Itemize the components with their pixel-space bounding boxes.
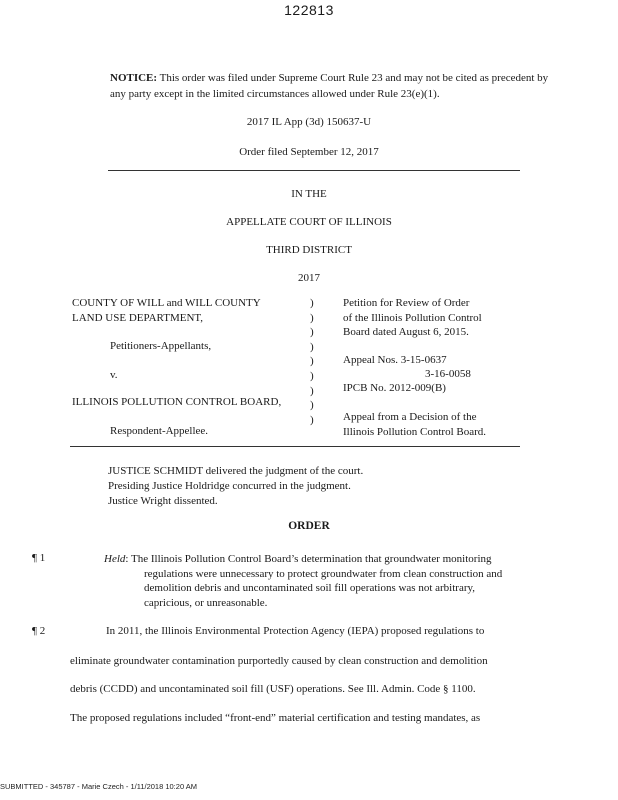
party1-role: Petitioners-Appellants,	[110, 340, 212, 352]
justice-line3: Justice Wright dissented.	[108, 495, 218, 507]
document-stamp-number: 122813	[284, 2, 334, 18]
paragraph-2-line2: eliminate groundwater contamination purportedly caused by clean construction and demolition	[70, 655, 488, 667]
top-divider	[108, 170, 520, 171]
caption-right	[343, 296, 482, 340]
held-line4: capricious, or unreasonable.	[144, 596, 268, 609]
ipcb-number: IPCB No. 2012-009(B)	[343, 382, 446, 394]
justices-block	[108, 464, 363, 509]
held-line1	[104, 552, 544, 567]
held-line2: regulations were unnecessary to protect groundwater from clean construction and	[144, 567, 503, 580]
paragraph-2-line4: The proposed regulations included “front-end” material certification and testing mandates, as	[70, 712, 481, 724]
party1-line1: COUNTY OF WILL and WILL COUNTY	[72, 297, 261, 309]
paragraph-mark-2: ¶ 2	[32, 625, 46, 637]
paragraph-2-line3: debris (CCDD) and uncontaminated soil fill (USF) operations. See Ill. Admin. Code § 1100.	[70, 683, 476, 695]
appeal-from	[343, 410, 486, 439]
held-label: Held	[104, 553, 126, 565]
district: THIRD DISTRICT	[266, 244, 352, 256]
held-text-line1: : The Illinois Pollution Control Board’s determination that groundwater monitoring	[125, 553, 492, 565]
petition-line3: Board dated August 6, 2015.	[343, 326, 469, 339]
citation: 2017 IL App (3d) 150637-U	[246, 116, 372, 128]
appeal-from-line2: Illinois Pollution Control Board.	[343, 425, 487, 438]
justice-line2: Presiding Justice Holdridge concurred in the judgment.	[108, 480, 351, 492]
year: 2017	[298, 272, 320, 284]
held-line3: demolition debris and uncontaminated soil fill operations was not arbitrary,	[144, 582, 476, 595]
filed-date: Order filed September 12, 2017	[239, 146, 379, 158]
caption-left	[72, 296, 261, 325]
party1-line2: LAND USE DEPARTMENT,	[72, 311, 204, 324]
order-heading: ORDER	[288, 520, 330, 532]
petition-line1: Petition for Review of Order	[343, 297, 470, 309]
appeal-number-second: 3-16-0058	[425, 368, 471, 380]
party2-role: Respondent-Appellee.	[110, 425, 209, 437]
versus: v.	[110, 369, 118, 381]
caption-parentheses: ) ) ) ) ) ) ) ) )	[310, 297, 314, 426]
held-block	[104, 552, 544, 610]
caption-divider	[70, 446, 520, 447]
notice-block	[110, 70, 550, 102]
justice-line1: JUSTICE SCHMIDT delivered the judgment of the court.	[108, 465, 364, 477]
notice-label: NOTICE:	[110, 72, 158, 84]
paragraph-mark-1: ¶ 1	[32, 552, 46, 564]
appeal-from-line1: Appeal from a Decision of the	[343, 411, 477, 423]
appeal-numbers: Appeal Nos. 3-15-0637	[343, 354, 447, 366]
notice-text: This order was filed under Supreme Court Rule 23 and may not be cited as precedent by any party except in the limited circumstances allowed under Rule 23(e)(1).	[110, 72, 549, 100]
paragraph-2-line1: In 2011, the Illinois Environmental Protection Agency (IEPA) proposed regulations to	[106, 625, 485, 637]
petition-line2: of the Illinois Pollution Control	[343, 311, 482, 324]
submission-footer: SUBMITTED - 345787 - Marie Czech - 1/11/2018 10:20 AM	[0, 782, 198, 791]
party2: ILLINOIS POLLUTION CONTROL BOARD,	[72, 396, 282, 408]
court-name: APPELLATE COURT OF ILLINOIS	[226, 216, 392, 228]
in-the: IN THE	[291, 188, 327, 200]
